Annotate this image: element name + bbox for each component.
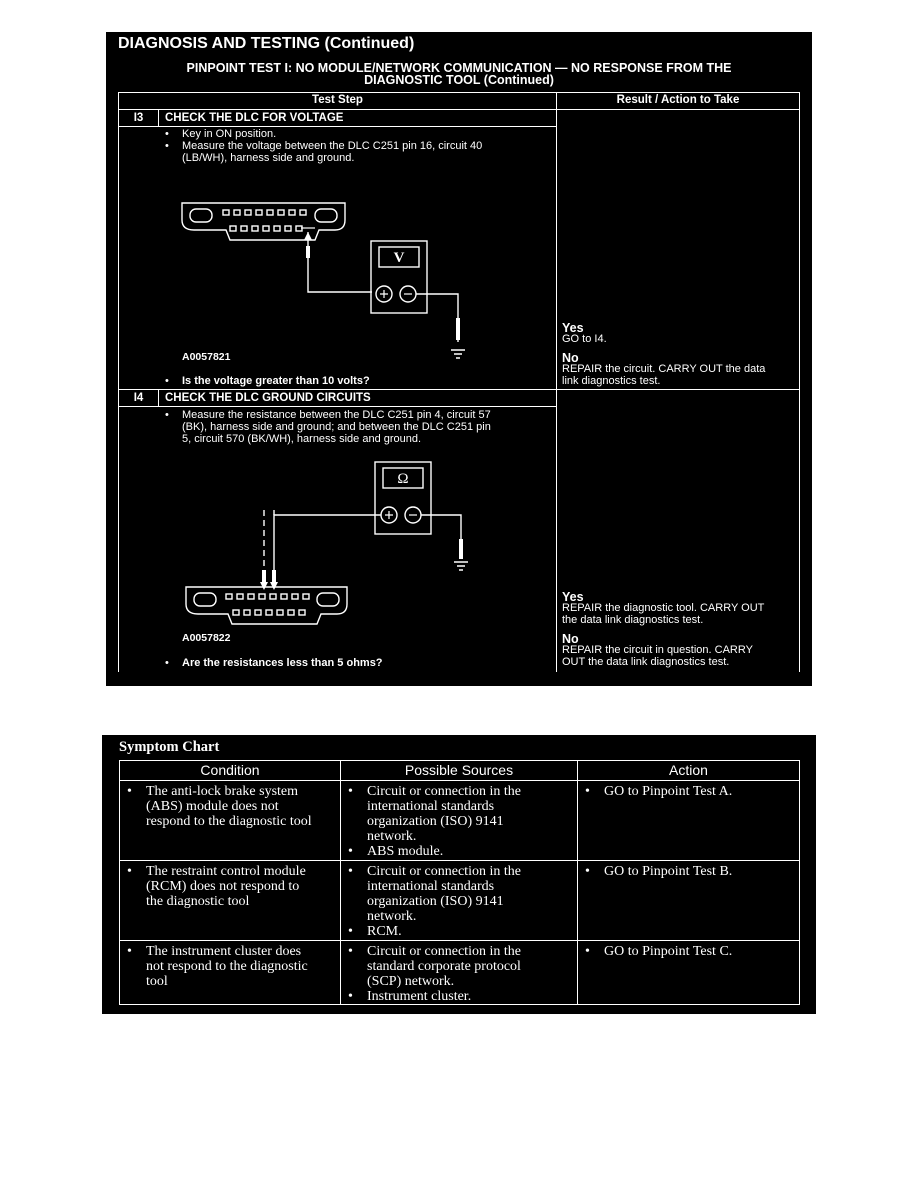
result-i4-yes-label: Yes xyxy=(562,590,584,604)
ohmmeter-symbol: Ω xyxy=(397,471,409,487)
step-title-i4: CHECK THE DLC GROUND CIRCUITS xyxy=(158,389,557,407)
table-row-action: • GO to Pinpoint Test B. xyxy=(577,860,800,941)
result-i4-no-action-cont: OUT the data link diagnostics test. xyxy=(562,656,730,668)
result-i3-no-action-cont: link diagnostics test. xyxy=(562,375,661,387)
table-row-sources: • Circuit or connection in the international standards organization (ISO) 9141 network. • RCM. xyxy=(340,860,578,941)
table-row-action: • GO to Pinpoint Test A. xyxy=(577,780,800,861)
figure-id-i4: A0057822 xyxy=(182,632,231,644)
col-header-condition: Condition xyxy=(119,760,341,781)
table-row-condition: • The anti-lock brake system (ABS) module does not respond to the diagnostic tool xyxy=(119,780,341,861)
diagnosis-panel: DIAGNOSIS AND TESTING (Continued) PINPOINT TEST I: NO MODULE/NETWORK COMMUNICATION — NO RESPONSE FROM THE DIAGNOSTIC TOOL (Continued) Test Step Result / Action to Take I3 CHECK THE DLC FOR VOLTAGE • Key in ON position. • Measure the voltage between the DLC C251 pin 16, circuit 40 (LB/WH), harness side and ground. V A0057821 • Is the voltage greater than 10 volts? Yes GO to I4. No REPAIR the circuit. CARRY OUT the data link diagnostics test. I4 CHECK THE DLC GROUND CIRCUITS • Measure the resistance between the DLC C251 pin 4, circuit 57 (BK), harness side and ground; and between the DLC C251 pin 5, circuit 570 (BK/WH), harness side and ground. Ω A0057822 • Are the resistances less than 5 ohms? Yes REPAIR the diagnostic tool. CARRY OUT the data link diagnostics test. No REPAIR the circuit in question. CARRY OUT the data link diagnostics test. xyxy=(106,32,812,686)
pinpoint-test-title: PINPOINT TEST I: NO MODULE/NETWORK COMMUNICATION — NO RESPONSE FROM THE xyxy=(186,61,732,75)
dlc-pins-i4 xyxy=(226,594,309,615)
step-i4-instruction-1: Measure the resistance between the DLC C251 pin 4, circuit 57 xyxy=(182,409,491,421)
step-title-i3: CHECK THE DLC FOR VOLTAGE xyxy=(158,109,557,127)
step-i3-instruction-2-cont: (LB/WH), harness side and ground. xyxy=(182,152,355,164)
step-i4-instruction-1-cont2: 5, circuit 570 (BK/WH), harness side and ground. xyxy=(182,433,422,445)
result-i3-no-label: No xyxy=(562,351,579,365)
table-row-sources: • Circuit or connection in the standard corporate protocol (SCP) network. • Instrument cluster. xyxy=(340,940,578,1005)
result-i4-yes-action-cont: the data link diagnostics test. xyxy=(562,614,704,626)
step-i3-instruction-2: Measure the voltage between the DLC C251 pin 16, circuit 40 xyxy=(182,140,483,152)
figure-id-i3: A0057821 xyxy=(182,351,231,363)
result-i4-yes-action: REPAIR the diagnostic tool. CARRY OUT xyxy=(562,602,765,614)
symptom-chart-panel xyxy=(102,735,816,1014)
table-row-condition: • The instrument cluster does not respond to the diagnostic tool xyxy=(119,940,341,1005)
voltmeter-symbol: V xyxy=(393,250,405,266)
ground-test-diagram xyxy=(106,32,812,686)
result-i4-no-label: No xyxy=(562,632,579,646)
col-header-test-step: Test Step xyxy=(118,92,557,110)
symptom-chart-title: Symptom Chart xyxy=(119,739,220,755)
result-i3-yes-action: GO to I4. xyxy=(562,333,607,345)
col-header-action: Action xyxy=(577,760,800,781)
result-i4-no-action: REPAIR the circuit in question. CARRY xyxy=(562,644,753,656)
test-lead-negative-i4 xyxy=(421,515,461,547)
col-header-result: Result / Action to Take xyxy=(556,92,800,110)
col-header-possible-sources: Possible Sources xyxy=(340,760,578,781)
result-i3-yes-label: Yes xyxy=(562,321,584,335)
step-number-i3: I3 xyxy=(118,109,159,127)
step-number-i4: I4 xyxy=(118,389,159,407)
step-i3-question: Is the voltage greater than 10 volts? xyxy=(182,375,370,387)
step-i4-instruction-1-cont: (BK), harness side and ground; and between the DLC C251 pin xyxy=(182,421,491,433)
table-row-sources: • Circuit or connection in the international standards organization (ISO) 9141 network. • ABS module. xyxy=(340,780,578,861)
result-i3-no-action: REPAIR the circuit. CARRY OUT the data xyxy=(562,363,766,375)
section-title: DIAGNOSIS AND TESTING (Continued) xyxy=(118,35,415,52)
table-row-action: • GO to Pinpoint Test C. xyxy=(577,940,800,1005)
step-i4-question: Are the resistances less than 5 ohms? xyxy=(182,657,383,669)
table-row-condition: • The restraint control module (RCM) does not respond to the diagnostic tool xyxy=(119,860,341,941)
pinpoint-test-title-cont: DIAGNOSTIC TOOL (Continued) xyxy=(364,73,554,87)
step-i3-instruction-1: Key in ON position. xyxy=(182,128,277,140)
ground-symbol-i4 xyxy=(454,562,468,570)
test-lead-positive-i4 xyxy=(274,515,381,580)
